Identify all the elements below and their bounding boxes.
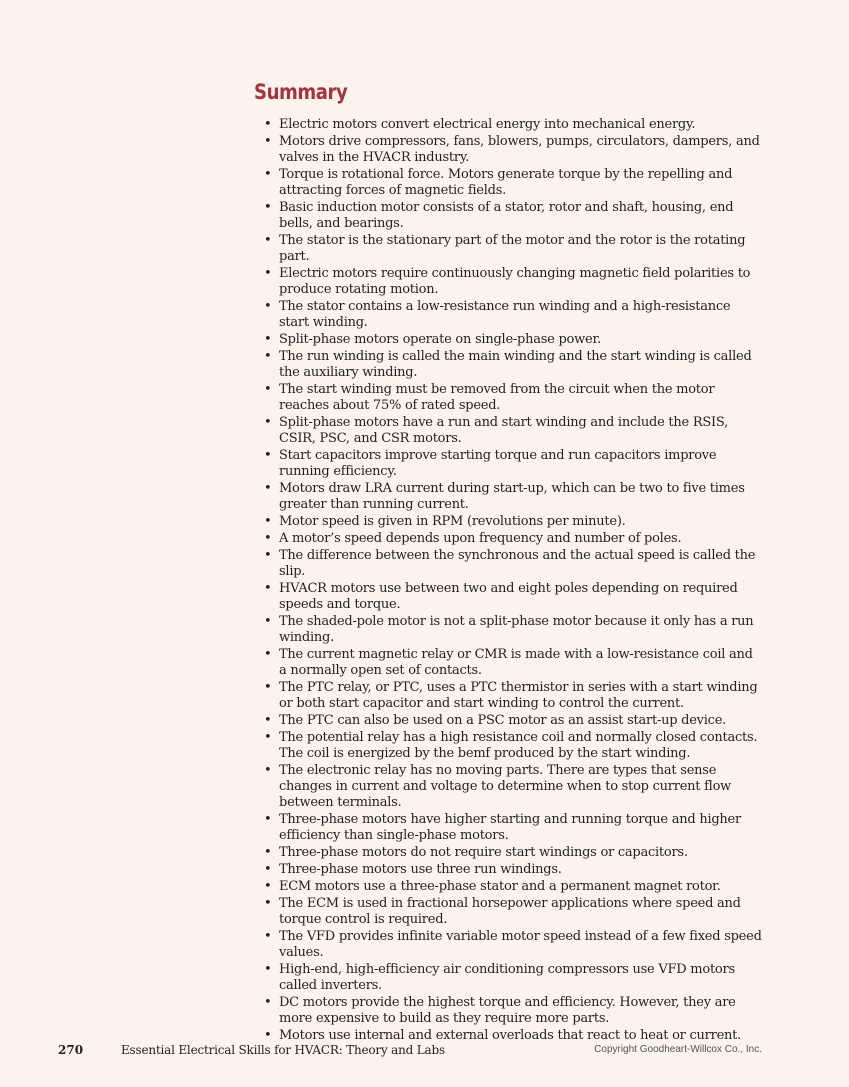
- list-item: • The ECM is used in fractional horsepower applications where speed and torque control is required.: [260, 896, 762, 928]
- list-item: • The PTC can also be used on a PSC motor as an assist start-up device.: [260, 713, 762, 729]
- list-item: • The current magnetic relay or CMR is made with a low-resistance coil and a normally open set of contacts.: [260, 647, 762, 679]
- list-item: • The potential relay has a high resistance coil and normally closed contacts. The coil is energized by the bemf produced by the start winding.: [260, 730, 762, 762]
- list-item: • The run winding is called the main winding and the start winding is called the auxiliary winding.: [260, 349, 762, 381]
- book-title: Essential Electrical Skills for HVACR: Theory and Labs: [121, 1043, 445, 1057]
- page-number: 270: [58, 1043, 84, 1057]
- list-item: • Three-phase motors do not require start windings or capacitors.: [260, 845, 762, 861]
- list-item: • The start winding must be removed from the circuit when the motor reaches about 75% of rated speed.: [260, 382, 762, 414]
- copyright-notice: Copyright Goodheart-Willcox Co., Inc.: [594, 1044, 762, 1055]
- list-item: • HVACR motors use between two and eight poles depending on required speeds and torque.: [260, 581, 762, 613]
- list-item: • The difference between the synchronous and the actual speed is called the slip.: [260, 548, 762, 580]
- list-item: • The shaded-pole motor is not a split-phase motor because it only has a run winding.: [260, 614, 762, 646]
- list-item: • Three-phase motors use three run windings.: [260, 862, 762, 878]
- list-item: • The stator is the stationary part of the motor and the rotor is the rotating part.: [260, 233, 762, 265]
- page-footer: [0, 1043, 849, 1063]
- list-item: • Motor speed is given in RPM (revolutions per minute).: [260, 514, 762, 530]
- list-item: • ECM motors use a three-phase stator and a permanent magnet rotor.: [260, 879, 762, 895]
- list-item: • Torque is rotational force. Motors generate torque by the repelling and attracting forces of magnetic fields.: [260, 167, 762, 199]
- list-item: • The PTC relay, or PTC, uses a PTC thermistor in series with a start winding or both start capacitor and start winding to control the current.: [260, 680, 762, 712]
- list-item: • Basic induction motor consists of a stator, rotor and shaft, housing, end bells, and bearings.: [260, 200, 762, 232]
- list-item: • A motor’s speed depends upon frequency and number of poles.: [260, 531, 762, 547]
- list-item: • Motors drive compressors, fans, blowers, pumps, circulators, dampers, and valves in the HVACR industry.: [260, 134, 762, 166]
- list-item: • The VFD provides infinite variable motor speed instead of a few fixed speed values.: [260, 929, 762, 961]
- list-item: • Three-phase motors have higher starting and running torque and higher efficiency than single-phase motors.: [260, 812, 762, 844]
- list-item: • The stator contains a low-resistance run winding and a high-resistance start winding.: [260, 299, 762, 331]
- list-item: • Split-phase motors operate on single-phase power.: [260, 332, 762, 348]
- summary-bullet-list: [260, 117, 762, 1045]
- list-item: • DC motors provide the highest torque and efficiency. However, they are more expensive to build as they require more parts.: [260, 995, 762, 1027]
- list-item: • Electric motors convert electrical energy into mechanical energy.: [260, 117, 762, 133]
- list-item: • Electric motors require continuously changing magnetic field polarities to produce rotating motion.: [260, 266, 762, 298]
- list-item: • The electronic relay has no moving parts. There are types that sense changes in current and voltage to determine when to stop current flow between terminals.: [260, 763, 762, 811]
- list-item: • Motors draw LRA current during start-up, which can be two to five times greater than running current.: [260, 481, 762, 513]
- list-item: • Start capacitors improve starting torque and run capacitors improve running efficiency.: [260, 448, 762, 480]
- summary-heading: Summary: [254, 80, 348, 104]
- list-item: • Motors use internal and external overloads that react to heat or current.: [260, 1028, 762, 1044]
- list-item: • Split-phase motors have a run and start winding and include the RSIS, CSIR, PSC, and CSR motors.: [260, 415, 762, 447]
- list-item: • High-end, high-efficiency air conditioning compressors use VFD motors called inverters.: [260, 962, 762, 994]
